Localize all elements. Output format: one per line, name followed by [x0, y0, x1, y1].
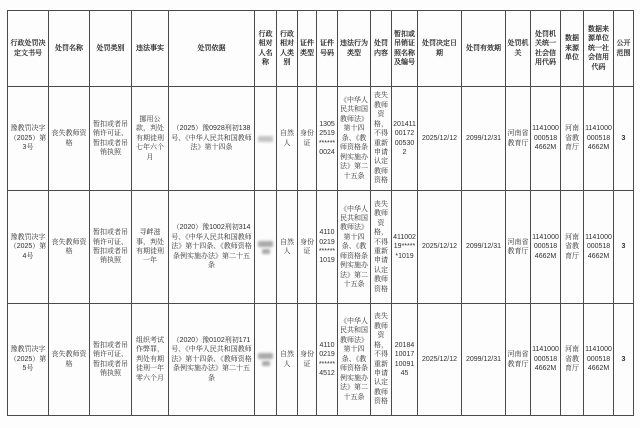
cell-source-code: 11410000005184662M [584, 87, 614, 191]
cell-license-no: 20141100172005302 [392, 87, 418, 191]
cell-party-name [255, 304, 277, 416]
cell-authority-code: 11410000005184662M [531, 87, 561, 191]
cell-penalty-name: 丧失教师资格 [49, 304, 90, 416]
col-header-party-name: 行政相对人名称 [255, 11, 277, 87]
col-header-authority: 处罚机关 [506, 11, 531, 87]
cell-penalty-name: 丧失教师资格 [49, 191, 90, 304]
cell-illegal-fact: 寻衅滋事，判处有期徒刑一年 [132, 191, 169, 304]
cell-penalty-content: 丧失教师资格，不得重新申请认定教师资格 [371, 191, 392, 304]
cell-authority: 河南省教育厅 [506, 304, 531, 416]
col-header-penalty-content: 处罚内容 [371, 11, 392, 87]
cell-penalty-content: 丧失教师资格，不得重新申请认定教师资格 [371, 304, 392, 416]
col-header-party-type: 行政相对人类别 [277, 11, 298, 87]
cell-penalty-basis: （2020）豫0102刑初171号、《中华人民共和国教师法》第十四条、《教师资格条例实施办法》第二十五条 [169, 304, 255, 416]
redacted-name-blur [256, 353, 275, 367]
cell-authority-code: 11410000005184662M [531, 304, 561, 416]
col-header-cert-no: 证件号码 [317, 11, 338, 87]
col-header-authority-code: 处罚机关统一社会信用代码 [531, 11, 561, 87]
redaction-mark [262, 249, 270, 254]
cell-validity: 2099/12/31 [462, 87, 506, 191]
cell-validity: 2099/12/31 [462, 304, 506, 416]
cell-decision-date: 2025/12/12 [418, 304, 462, 416]
cell-authority: 河南省教育厅 [506, 191, 531, 304]
cell-cert-type: 身份证 [298, 304, 317, 416]
cell-cert-no: 41100219******1019 [317, 191, 338, 304]
cell-penalty-category: 暂扣或者吊销许可证、暂扣或者吊销执照 [90, 191, 132, 304]
cell-doc-no: 豫教罚决字（2025）第5号 [8, 304, 49, 416]
col-header-license-no: 暂扣或吊销证照名称及编号 [392, 11, 418, 87]
cell-penalty-name: 丧失教师资格 [49, 87, 90, 191]
cell-doc-no: 豫教罚决字（2025）第3号 [8, 87, 49, 191]
cell-public-scope: 3 [614, 87, 634, 191]
cell-party-name [255, 191, 277, 304]
cell-penalty-category: 暂扣或者吊销许可证、暂扣或者吊销执照 [90, 304, 132, 416]
cell-penalty-category: 暂扣或者吊销许可证、暂扣或者吊销执照 [90, 87, 132, 191]
cell-penalty-content: 丧失教师资格，不得重新申请认定教师资格 [371, 87, 392, 191]
cell-source-unit: 河南省教育厅 [561, 87, 584, 191]
cell-violation-type: 《中华人民共和国教师法》第十四条、《教师资格条例实施办法》第二十五条 [338, 191, 371, 304]
cell-public-scope: 3 [614, 304, 634, 416]
cell-validity: 2099/12/31 [462, 191, 506, 304]
col-header-source-unit: 数据来源单位 [561, 11, 584, 87]
cell-source-unit: 河南省教育厅 [561, 304, 584, 416]
cell-authority: 河南省教育厅 [506, 87, 531, 191]
cell-source-code: 11410000005184662M [584, 304, 614, 416]
cell-authority-code: 11410000005184662M [531, 191, 561, 304]
cell-illegal-fact: 组织考试作弊罪，判处有期徒刑一年零六个月 [132, 304, 169, 416]
cell-source-code: 11410000005184662M [584, 191, 614, 304]
cell-decision-date: 2025/12/12 [418, 87, 462, 191]
cell-doc-no: 豫教罚决字（2025）第4号 [8, 191, 49, 304]
cell-cert-type: 身份证 [298, 87, 317, 191]
col-header-source-code: 数据来源单位统一社会信用代码 [584, 11, 614, 87]
cell-license-no: 20184100171009145 [392, 304, 418, 416]
cell-public-scope: 3 [614, 191, 634, 304]
redacted-name-blur [256, 240, 275, 254]
table-row [8, 304, 634, 416]
cell-illegal-fact: 挪用公款，判处有期徒刑七年六个月 [132, 87, 169, 191]
cell-penalty-basis: （2020）豫1002刑初314号、《中华人民共和国教师法》第十四条、《教师资格条例实施办法》第二十五条 [169, 191, 255, 304]
redacted-name-blur [256, 132, 275, 146]
cell-cert-no: 13052519******0024 [317, 87, 338, 191]
header-row [8, 11, 634, 87]
col-header-public-scope: 公开范围 [614, 11, 634, 87]
col-header-decision-date: 处罚决定日期 [418, 11, 462, 87]
cell-decision-date: 2025/12/12 [418, 191, 462, 304]
cell-cert-no: 41100219******4512 [317, 304, 338, 416]
cell-violation-type: 《中华人民共和国教师法》第十四条、《教师资格条例实施办法》第二十五条 [338, 87, 371, 191]
col-header-penalty-category: 处罚类别 [90, 11, 132, 87]
col-header-violation-type: 违法行为类型 [338, 11, 371, 87]
cell-license-no: 41100219******1019 [392, 191, 418, 304]
redaction-mark [258, 241, 273, 247]
cell-cert-type: 身份证 [298, 191, 317, 304]
table-row [8, 191, 634, 304]
col-header-validity: 处罚有效期 [462, 11, 506, 87]
col-header-doc-no: 行政处罚决定文书号 [8, 11, 49, 87]
cell-party-type: 自然人 [277, 87, 298, 191]
table-row [8, 87, 634, 191]
cell-party-type: 自然人 [277, 304, 298, 416]
cell-party-type: 自然人 [277, 191, 298, 304]
cell-penalty-basis: （2025）豫0928刑初138号、《中华人民共和国教师法》第十四条 [169, 87, 255, 191]
cell-violation-type: 《中华人民共和国教师法》第十四条、《教师资格条例实施办法》第二十五条 [338, 304, 371, 416]
penalty-table [7, 10, 634, 416]
col-header-illegal-fact: 违法事实 [132, 11, 169, 87]
col-header-penalty-basis: 处罚依据 [169, 11, 255, 87]
col-header-penalty-name: 处罚名称 [49, 11, 90, 87]
cell-party-name [255, 87, 277, 191]
col-header-cert-type: 证件类型 [298, 11, 317, 87]
cell-source-unit: 河南省教育厅 [561, 191, 584, 304]
redaction-mark [262, 361, 270, 366]
redaction-mark [258, 353, 273, 359]
redaction-mark [258, 136, 273, 142]
